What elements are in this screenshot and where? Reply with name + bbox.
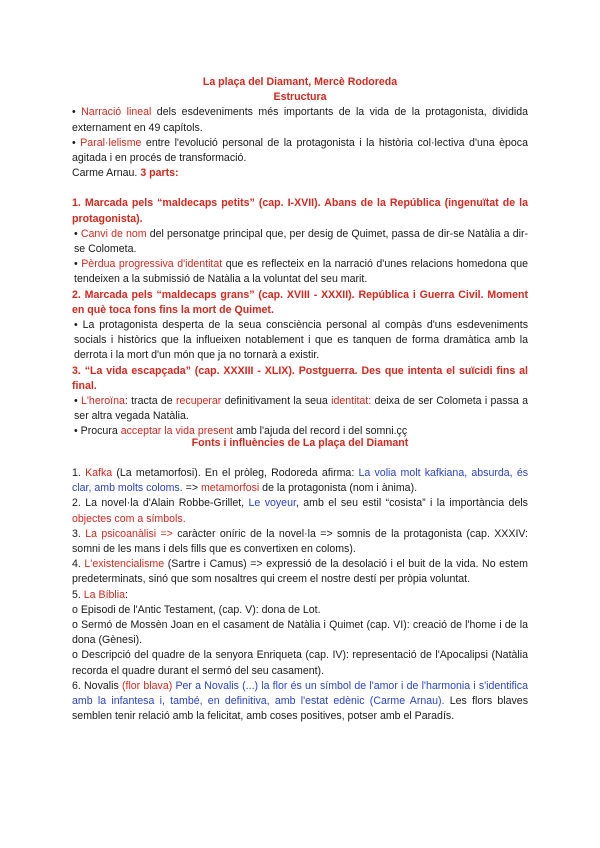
- section-title-estructura: Estructura: [273, 91, 327, 104]
- sources-section: [72, 436, 528, 451]
- source-5-item-a: o Episodi de l'Antic Testament, (cap. V): dona de Lot.: [72, 603, 321, 616]
- source-5-biblia: 5. La Bíblia:: [72, 588, 128, 601]
- source-2-robbe-grillet: 2. La novel·la d'Alain Robbe-Grillet, Le voyeur, amb el seu estil “cosista” i la importància dels objectes com a símbols.: [72, 497, 528, 525]
- source-5-item-c: o Descripció del quadre de la senyora Enriqueta (cap. IV): representació de l'Apocalipsi (Natàlia recorda el quadre durant el sermó del seu casament).: [72, 649, 528, 677]
- source-6-novalis: 6. Novalis (flor blava) Per a Novalis (...) la flor és un símbol de l'amor i de l'harmonia i s'identifica amb la infantesa i, també, en definitiva, amb l'estat edènic (Carme Arnau). Les flors blaves semblen tenir relació amb la felicitat, amb coses positives, potser amb el Paradís.: [72, 679, 528, 723]
- part-2-bullet-1: • La protagonista desperta de la seua consciència personal al compàs d'uns esdeveniments socials i històrics que la influeixen notablement i que es tanquen de forma dramàtica amb la derrota i la mort d'un món que ja no tornarà a existir.: [74, 319, 528, 362]
- part-2-heading: 2. Marcada pels “maldecaps grans” (cap. XVIII - XXXII). República i Guerra Civil. Moment en què toca fons fins la mort de Quimet.: [72, 288, 528, 316]
- bullet-parallelisme: • Paral·lelisme entre l'evolució personal de la protagonista i la història col·lectiva d'una època agitada i en procés de transformació.: [72, 136, 528, 165]
- section-title-fonts: Fonts i influències de La plaça del Diamant: [191, 437, 409, 449]
- source-1-kafka: 1. Kafka (La metamorfosi). En el pròleg, Rodoreda afirma: La volia molt kafkiana, absurda, és clar, amb molts coloms. => metamorfosi de la protagonista (nom i ànima).: [72, 467, 529, 495]
- part-3-bullet-1: • L'heroïna: tracta de recuperar definitivament la seua identitat: deixa de ser Colometa i passa a ser altra vegada Natàlia.: [74, 395, 528, 423]
- spacer: [72, 181, 528, 196]
- part-1-heading: 1. Marcada pels “maldecaps petits” (cap. I-XVII). Abans de la República (ingenuïtat de la protagonista).: [72, 197, 528, 225]
- part-1-bullet-1: • Canvi de nom del personatge principal que, per desig de Quimet, passa de dir-se Natàlia a dir-se Colometa.: [74, 227, 528, 256]
- part-3-heading: 3. “La vida escapçada” (cap. XXXIII - XLIX). Postguerra. Des que intenta el suïcidi fins al final.: [72, 364, 528, 392]
- part-1-bullet-2: • Pèrdua progressiva d'identitat que es reflecteix en la narració d'unes relacions homedona que tendeixen a la submissió de Natàlia a la voluntat del seu marit.: [74, 258, 529, 286]
- source-5-item-b: o Sermó de Mossèn Joan en el casament de Natàlia i Quimet (cap. VI): creació de l'home i de la dona (Gènesi).: [72, 619, 528, 647]
- document-title: La plaça del Diamant, Mercè Rodoreda: [202, 76, 398, 88]
- sources-list: [72, 466, 528, 724]
- structure-section: [72, 75, 528, 440]
- source-3-psicoanalisi: 3. La psicoanàlisi => caràcter oníric de la novel·la => somnis de la protagonista (cap. XXXIV: somni de les mans i dels fills que es convertixen en coloms).: [72, 527, 528, 556]
- arnau-line: Carme Arnau. 3 parts:: [72, 167, 179, 180]
- part-3-bullet-2: • Procura acceptar la vida present amb l'ajuda del record i del somni.çç: [74, 425, 408, 438]
- source-4-existencialisme: 4. L'existencialisme (Sartre i Camus) => expressió de la desolació i el buit de la vida. No estem predeterminats, sinó que som nosaltres qui creem el nostre destí per pròpia voluntat.: [72, 558, 528, 586]
- bullet-narracio-lineal: • Narració lineal dels esdeveniments més importants de la vida de la protagonista, dividida externament en 49 capítols.: [72, 106, 529, 134]
